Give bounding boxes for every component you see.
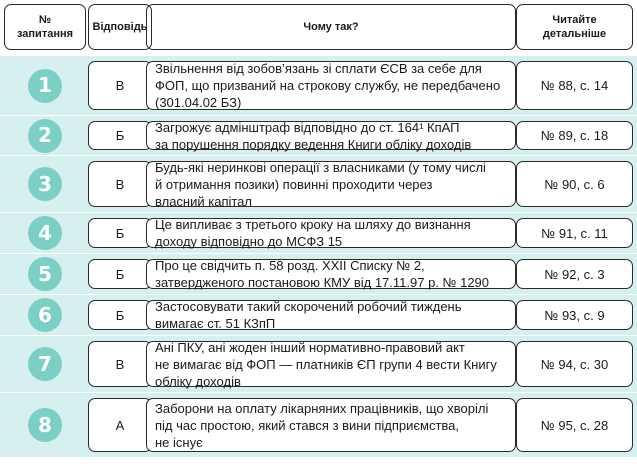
table-row [0,156,637,212]
answer-cell: Б [88,121,152,150]
answer-cell: Б [88,300,152,330]
reference-cell: № 88, с. 14 [516,61,633,110]
row-number-cell [4,121,86,150]
table-header [0,0,637,54]
explanation-cell [146,341,516,387]
explanation-text: Ані ПКУ, ані жоден інший нормативно-правовий акт не вимагає від ФОП — платників ЄП групи 4 вести Книгу обліку доходів [155,339,497,389]
explanation-cell [146,218,516,248]
explanation-cell [146,61,516,110]
answer-cell: В [88,341,152,387]
number-badge [28,69,62,103]
number-badge [28,216,62,250]
explanation-cell [146,398,516,452]
table-row [0,116,637,155]
explanation-cell [146,121,516,150]
number-badge [28,298,62,332]
header-num: № запитання [4,4,86,50]
reference-cell: № 89, с. 18 [516,121,633,150]
reference-cell: № 91, с. 11 [516,218,633,248]
row-number-cell [4,218,86,248]
explanation-text: Застосовувати такий скорочений робочий тиждень вимагає ст. 51 КЗпП [155,299,462,331]
number-badge [28,167,62,201]
reference-cell: № 94, с. 30 [516,341,633,387]
answer-cell: В [88,161,152,207]
table-row [0,393,637,457]
header-answer: Відповідь [88,4,152,50]
table-row [0,254,637,294]
number-badge [28,408,62,442]
number-badge-label: 7 [38,351,52,376]
number-badge-label: 2 [38,123,52,147]
reference-cell: № 93, с. 9 [516,300,633,330]
row-number-cell [4,161,86,207]
reference-cell: № 90, с. 6 [516,161,633,207]
explanation-text: Заборони на оплату лікарняних працівників, що хворілі під час простою, який стався з вини підприємства, не існує [155,400,489,450]
explanation-text: Звільнення від зобов’язань зі сплати ЄСВ за себе для ФОП, що призваний на строкову службу, не передбачено (301.04.02 БЗ) [155,61,501,110]
answer-cell: А [88,398,152,452]
row-number-cell [4,341,86,387]
header-ref: Читайте детальніше [516,4,633,50]
explanation-cell [146,259,516,289]
explanation-text: Про це свідчить п. 58 розд. XXII Списку № 2, затвердженого постановою КМУ від 17.11.97 р. № 1290 [155,258,490,290]
number-badge [28,347,62,381]
table-row [0,213,637,253]
row-number-cell [4,300,86,330]
explanation-text: Будь-які неринкові операції з власниками (у тому числі й отримання позики) повинні проходити через власний капітал [155,159,486,209]
answer-cell: Б [88,259,152,289]
answer-cell: Б [88,218,152,248]
number-badge-label: 4 [38,220,52,245]
number-badge [28,119,62,153]
row-number-cell [4,61,86,110]
table-row [0,336,637,392]
explanation-cell [146,300,516,330]
table-row [0,56,637,115]
number-badge-label: 6 [38,302,52,327]
number-badge-label: 5 [38,261,52,286]
row-number-cell [4,398,86,452]
reference-cell: № 92, с. 3 [516,259,633,289]
number-badge-label: 1 [38,73,52,97]
reference-cell: № 95, с. 28 [516,398,633,452]
explanation-cell [146,161,516,207]
number-badge [28,257,62,291]
answer-cell: В [88,61,152,110]
explanation-text: Загрожує адмінштраф відповідно до ст. 164¹ КпАП за порушення порядку ведення Книги обліку доходів [155,119,472,152]
row-number-cell [4,259,86,289]
explanation-text: Це випливає з третього кроку на шляху до визнання доходу відповідно до МСФЗ 15 [155,217,471,249]
header-why: Чому так? [146,4,516,50]
number-badge-label: 3 [38,171,52,196]
table-row [0,295,637,335]
number-badge-label: 8 [38,412,52,437]
